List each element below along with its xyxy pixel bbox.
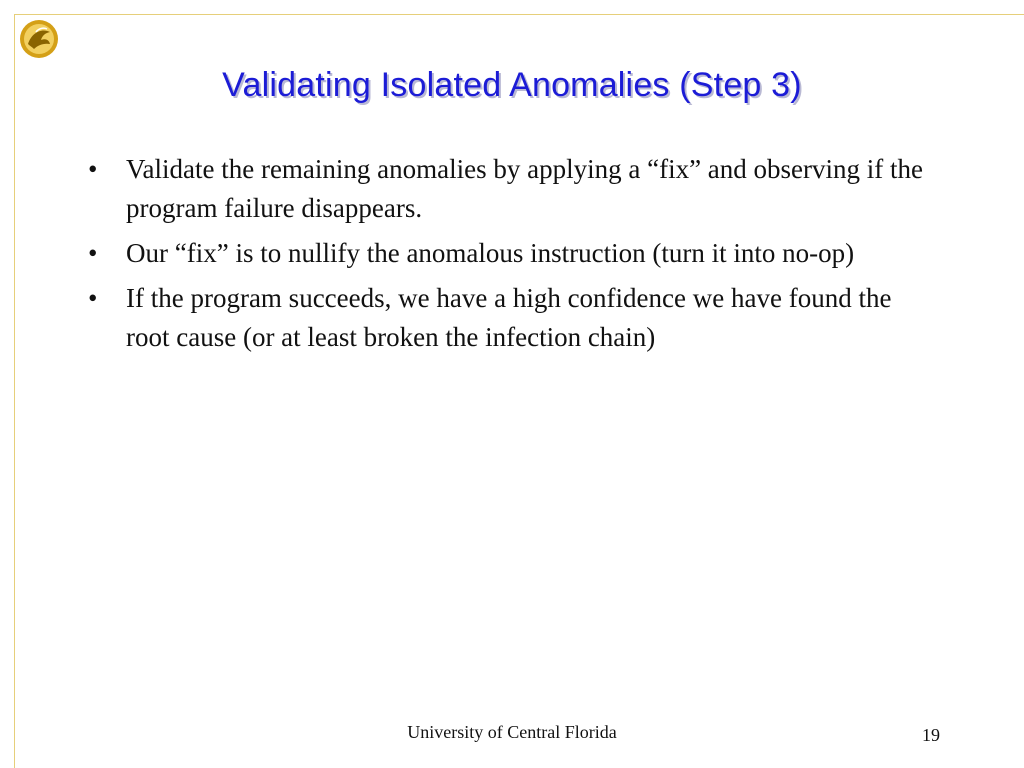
- bullet-item: [88, 150, 940, 228]
- page-number: 19: [922, 725, 940, 745]
- bullet-list: [88, 150, 940, 363]
- slide-title: Validating Isolated Anomalies (Step 3): [222, 66, 802, 104]
- bullet-icon: •: [88, 283, 98, 313]
- slide-border-left: [14, 14, 15, 768]
- bullet-text: If the program succeeds, we have a high confidence we have found the root cause (or at least broken the infection chain): [126, 283, 892, 352]
- bullet-icon: •: [88, 154, 98, 184]
- bullet-item: [88, 234, 940, 273]
- footer-text: University of Central Florida: [407, 722, 617, 742]
- bullet-text: Our “fix” is to nullify the anomalous instruction (turn it into no-op): [126, 238, 855, 268]
- ucf-pegasus-logo-icon: [18, 18, 60, 60]
- slide-border-top: [14, 14, 1024, 15]
- bullet-item: [88, 279, 940, 357]
- bullet-text: Validate the remaining anomalies by applying a “fix” and observing if the program failure disappears.: [126, 154, 924, 223]
- bullet-icon: •: [88, 238, 98, 268]
